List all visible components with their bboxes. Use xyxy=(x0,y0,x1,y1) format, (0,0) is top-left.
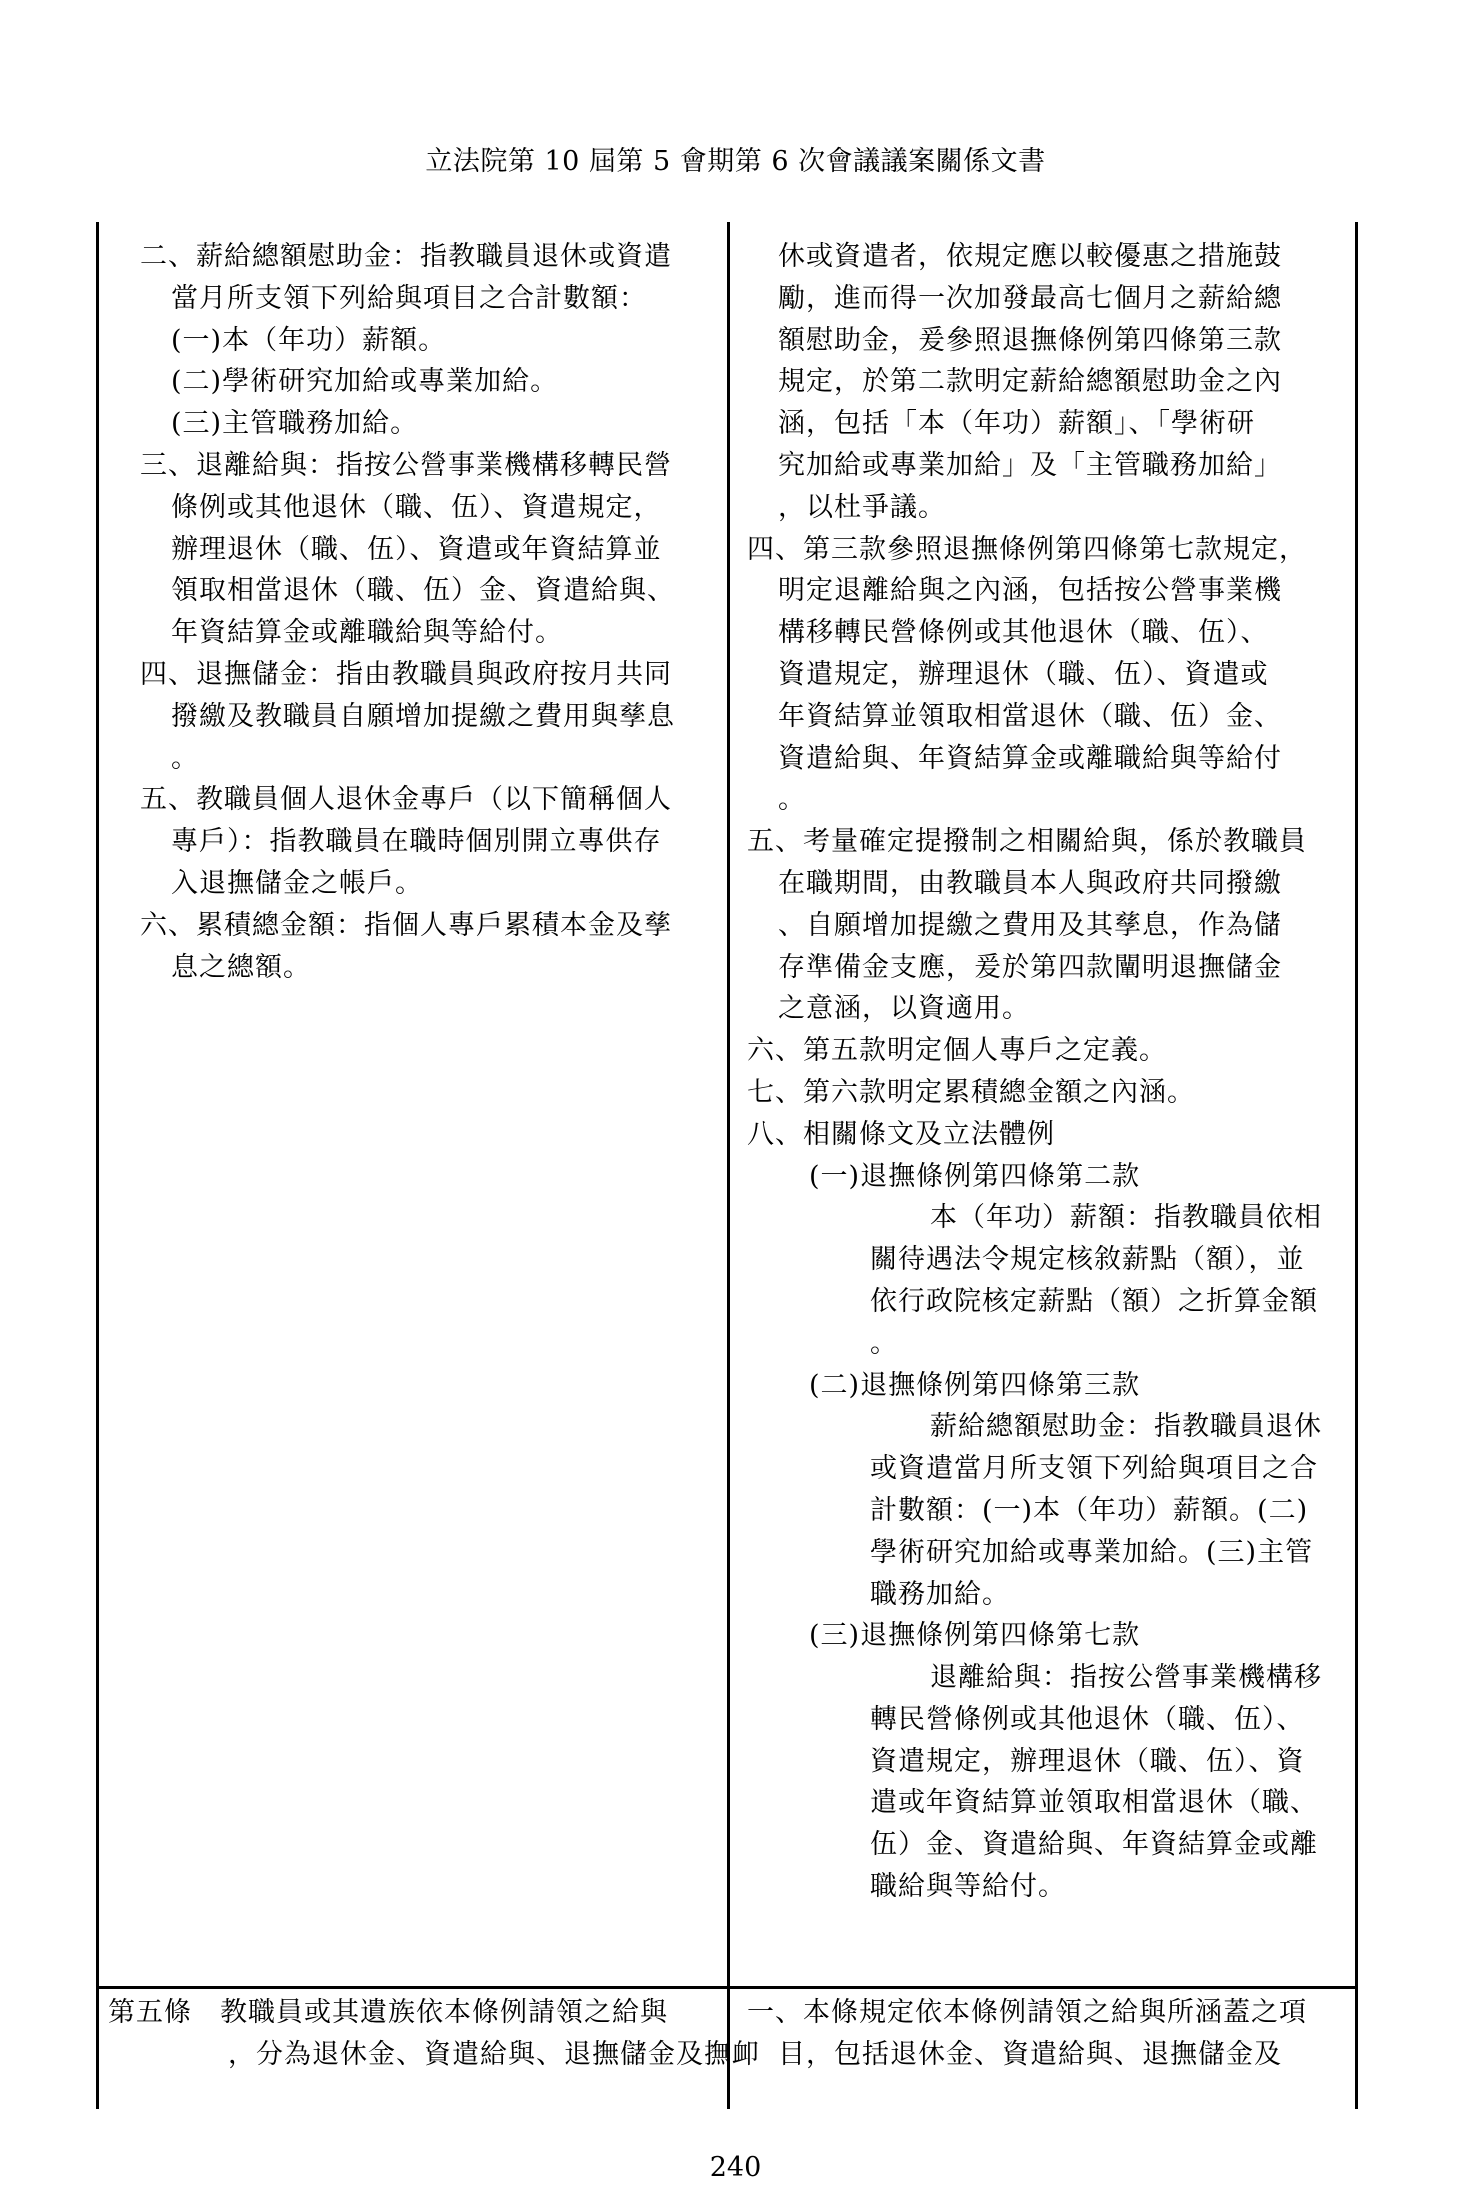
text-line: 八、相關條文及立法體例 xyxy=(747,1118,1055,1150)
text-line: 依行政院核定薪點（額）之折算金額 xyxy=(870,1285,1318,1317)
text-line: 四、退撫儲金：指由教職員與政府按月共同 xyxy=(140,658,672,690)
text-line: 五、考量確定提撥制之相關給與，係於教職員 xyxy=(747,826,1307,858)
text-line: 六、累積總金額：指個人專戶累積本金及孳 xyxy=(140,909,672,941)
text-line: 涵，包括「本（年功）薪額」、「學術研 xyxy=(778,408,1255,440)
text-line: (二)退撫條例第四條第三款 xyxy=(809,1369,1141,1401)
text-line: 構移轉民營條例或其他退休（職、伍）、 xyxy=(778,617,1269,649)
text-line: 第五條 教職員或其遺族依本條例請領之給與 xyxy=(108,1997,668,2028)
left-column-text xyxy=(140,236,715,988)
text-line: (一)本（年功）薪額。 xyxy=(171,324,447,356)
text-line: (二)學術研究加給或專業加給。 xyxy=(171,366,559,398)
text-line: 辦理退休（職、伍）、資遣或年資結算並 xyxy=(171,533,662,565)
text-line: 五、教職員個人退休金專戶（以下簡稱個人 xyxy=(140,784,672,816)
page-number: 240 xyxy=(709,2152,762,2183)
text-line: 一、本條規定依本條例請領之給與所涵蓋之項 xyxy=(747,1997,1307,2028)
text-line: 、自願增加提繳之費用及其孳息，作為儲 xyxy=(778,909,1282,941)
text-line: 休或資遣者，依規定應以較優惠之措施鼓 xyxy=(778,241,1282,272)
page-header: 立法院第 10 屆第 5 會期第 6 次會議議案關係文書 xyxy=(425,146,1046,177)
text-line: 規定，於第二款明定薪給總額慰助金之內 xyxy=(778,366,1282,398)
text-line: 薪給總額慰助金：指教職員退休 xyxy=(930,1411,1322,1443)
text-line: 職務加給。 xyxy=(870,1578,1010,1610)
text-line: 在職期間，由教職員本人與政府共同撥繳 xyxy=(778,867,1282,899)
text-line: 年資結算並領取相當退休（職、伍）金、 xyxy=(778,700,1282,732)
right-column-text xyxy=(747,236,1347,1908)
text-line: 撥繳及教職員自願增加提繳之費用與孳息 xyxy=(171,700,675,732)
table-row-divider xyxy=(96,1986,1358,1989)
text-line: 額慰助金，爰參照退撫條例第四條第三款 xyxy=(778,324,1282,356)
text-line: 六、第五款明定個人專戶之定義。 xyxy=(747,1035,1167,1067)
text-line: 資遣規定，辦理退休（職、伍）、資遣或 xyxy=(778,658,1269,690)
text-line: 轉民營條例或其他退休（職、伍）、 xyxy=(870,1703,1305,1735)
text-line: 三、退離給與：指按公營事業機構移轉民營 xyxy=(140,449,672,481)
text-line: 資遣規定，辦理退休（職、伍）、資 xyxy=(870,1745,1305,1777)
table-column-divider xyxy=(727,222,730,2109)
text-line: 領取相當退休（職、伍）金、資遣給與、 xyxy=(171,575,675,607)
text-line: 學術研究加給或專業加給。(三)主管 xyxy=(870,1536,1314,1568)
text-line: (一)退撫條例第四條第二款 xyxy=(809,1160,1141,1192)
text-line: 資遣給與、年資結算金或離職給與等給付 xyxy=(778,742,1282,774)
table-left-border xyxy=(96,222,99,2109)
text-line: 七、第六款明定累積總金額之內涵。 xyxy=(747,1076,1195,1108)
text-line: 退離給與：指按公營事業機構移 xyxy=(930,1662,1322,1694)
text-line: 二、薪給總額慰助金：指教職員退休或資遣 xyxy=(140,241,672,272)
text-line: 。 xyxy=(778,784,806,816)
article-five-text xyxy=(108,1992,760,2076)
text-line: 職給與等給付。 xyxy=(870,1871,1066,1903)
text-line: (三)退撫條例第四條第七款 xyxy=(809,1620,1141,1652)
text-line: 計數額：(一)本（年功）薪額。(二) xyxy=(870,1494,1309,1526)
text-line: ，分為退休金、資遣給與、退撫儲金及撫卹 xyxy=(228,2038,760,2070)
table-right-border xyxy=(1355,222,1358,2109)
text-line: 遣或年資結算並領取相當退休（職、 xyxy=(870,1787,1318,1819)
text-line: 入退撫儲金之帳戶。 xyxy=(171,867,423,899)
text-line: 年資結算金或離職給與等給付。 xyxy=(171,617,563,649)
text-line: 明定退離給與之內涵，包括按公營事業機 xyxy=(778,575,1282,607)
text-line: 。 xyxy=(870,1327,898,1359)
text-line: 。 xyxy=(171,742,199,774)
text-line: 或資遣當月所支領下列給與項目之合 xyxy=(870,1453,1318,1485)
text-line: 條例或其他退休（職、伍）、資遣規定， xyxy=(171,491,662,523)
text-line: 存準備金支應，爰於第四款闡明退撫儲金 xyxy=(778,951,1282,983)
text-line: 四、第三款參照退撫條例第四條第七款規定， xyxy=(747,533,1307,565)
text-line: (三)主管職務加給。 xyxy=(171,408,419,440)
text-line: 之意涵，以資適用。 xyxy=(778,993,1030,1025)
text-line: 當月所支領下列給與項目之合計數額： xyxy=(171,282,647,314)
text-line: 關待遇法令規定核敘薪點（額），並 xyxy=(870,1244,1305,1276)
text-line: 勵，進而得一次加發最高七個月之薪給總 xyxy=(778,282,1282,314)
text-line: 專戶）：指教職員在職時個別開立專供存 xyxy=(171,826,662,858)
text-line: 目，包括退休金、資遣給與、退撫儲金及 xyxy=(778,2038,1282,2070)
article-five-explanation xyxy=(747,1992,1347,2076)
text-line: 息之總額。 xyxy=(171,951,311,983)
text-line: 伍）金、資遣給與、年資結算金或離 xyxy=(870,1829,1318,1861)
text-line: ，以杜爭議。 xyxy=(778,491,946,523)
text-line: 究加給或專業加給」及「主管職務加給」 xyxy=(778,449,1282,481)
text-line: 本（年功）薪額：指教職員依相 xyxy=(930,1202,1322,1234)
